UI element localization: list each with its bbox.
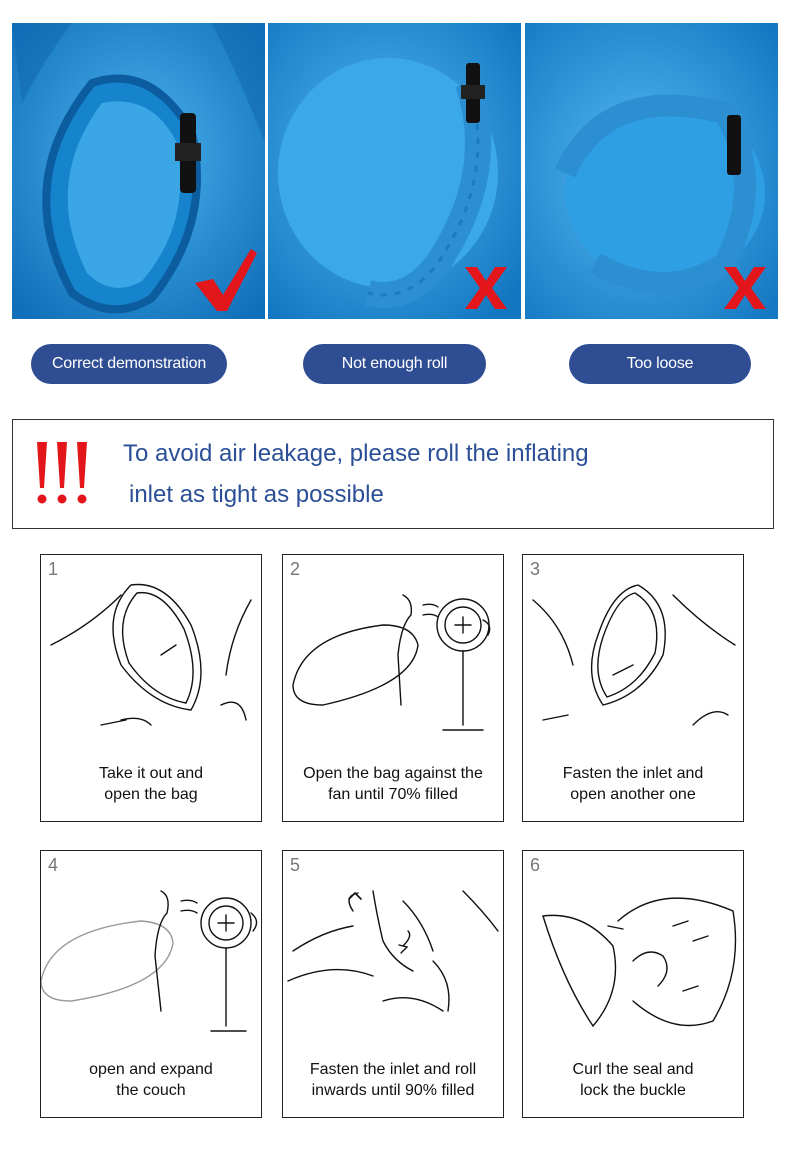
air-leakage-notice (12, 419, 774, 529)
label-correct-demonstration: Correct demonstration (31, 344, 227, 384)
notice-line-1: To avoid air leakage, please roll the inflating (123, 440, 589, 467)
step-2-card (282, 554, 504, 822)
step-6-illustration (523, 851, 745, 1051)
photo-correct-demonstration (12, 23, 265, 319)
photo-too-loose (525, 23, 778, 319)
notice-line-2: inlet as tight as possible (129, 481, 384, 508)
step-caption: Take it out and open the bag (98, 765, 204, 803)
step-4-card (40, 850, 262, 1118)
step-2-illustration (283, 555, 505, 755)
step-caption: open and expand the couch (89, 1061, 213, 1099)
exclamation-marks-icon (33, 440, 93, 506)
step-5-card (282, 850, 504, 1118)
check-mark-icon (191, 245, 261, 315)
step-4-illustration (41, 851, 263, 1051)
step-number: 6 (530, 855, 541, 875)
step-caption: Open the bag against the fan until 70% filled (303, 765, 483, 803)
x-mark-icon (720, 263, 770, 313)
step-caption: Fasten the inlet and open another one (562, 765, 704, 803)
step-3-illustration (523, 555, 745, 755)
label-too-loose: Too loose (569, 344, 751, 384)
step-1-card (40, 554, 262, 822)
step-1-illustration (41, 555, 263, 755)
label-not-enough-roll: Not enough roll (303, 344, 486, 384)
step-number: 3 (530, 559, 541, 579)
step-number: 2 (290, 559, 301, 579)
photo-not-enough-roll (268, 23, 521, 319)
step-number: 5 (290, 855, 301, 875)
step-number: 4 (48, 855, 59, 875)
step-3-card (522, 554, 744, 822)
step-6-card (522, 850, 744, 1118)
step-caption: Curl the seal and lock the buckle (572, 1061, 694, 1099)
x-mark-icon (461, 263, 511, 313)
step-5-illustration (283, 851, 505, 1051)
step-caption: Fasten the inlet and roll inwards until 90% filled (309, 1061, 477, 1099)
step-number: 1 (48, 559, 59, 579)
